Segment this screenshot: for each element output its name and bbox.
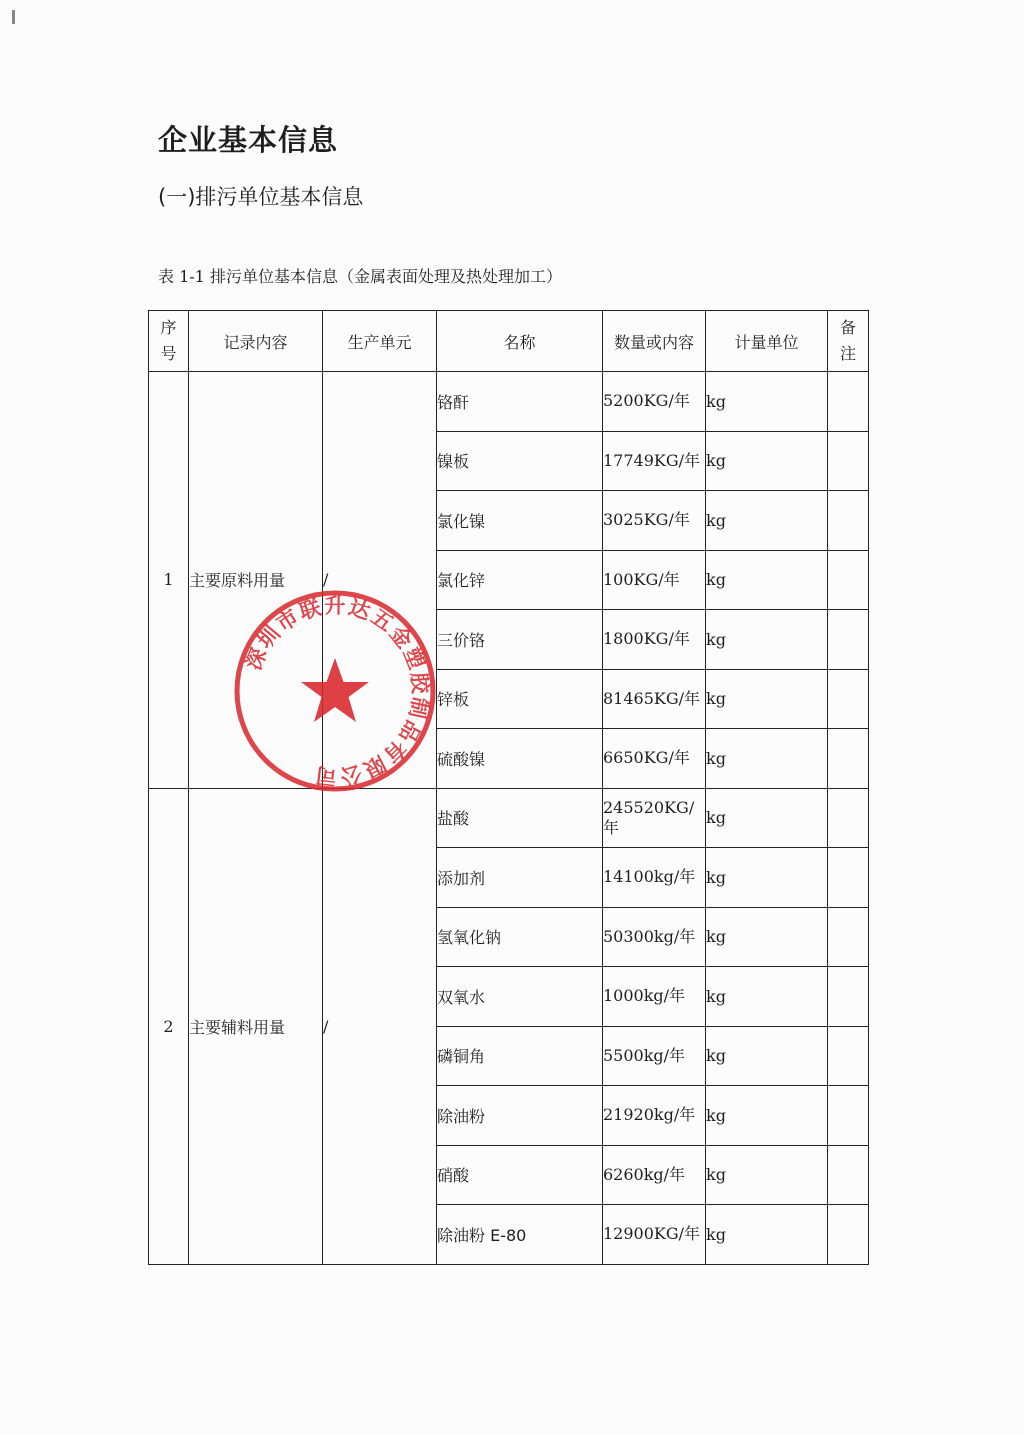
cell-quantity: 245520KG/年 — [603, 788, 706, 848]
cell-material-name: 盐酸 — [437, 788, 603, 848]
cell-remark — [828, 669, 869, 729]
cell-quantity: 5500kg/年 — [603, 1026, 706, 1086]
cell-quantity: 100KG/年 — [603, 550, 706, 610]
cell-remark — [828, 431, 869, 491]
cell-unit: kg — [706, 550, 828, 610]
cell-remark — [828, 729, 869, 789]
cell-material-name: 氯化锌 — [437, 550, 603, 610]
cell-production-unit: / — [323, 788, 437, 1264]
cell-unit: kg — [706, 669, 828, 729]
cell-unit: kg — [706, 788, 828, 848]
scan-mark — [12, 10, 15, 24]
cell-remark — [828, 788, 869, 848]
header-row — [149, 311, 869, 372]
header-seq — [149, 311, 189, 372]
cell-unit: kg — [706, 372, 828, 432]
cell-quantity: 5200KG/年 — [603, 372, 706, 432]
table-row — [149, 788, 869, 848]
cell-record-content: 主要原料用量 — [189, 372, 323, 789]
cell-remark — [828, 491, 869, 551]
cell-unit: kg — [706, 431, 828, 491]
cell-remark — [828, 372, 869, 432]
cell-quantity: 6650KG/年 — [603, 729, 706, 789]
cell-material-name: 硫酸镍 — [437, 729, 603, 789]
cell-unit: kg — [706, 1086, 828, 1146]
seal-text: 深圳市联升达五金塑胶制品有限公司 — [241, 593, 433, 789]
cell-remark — [828, 610, 869, 670]
cell-quantity: 17749KG/年 — [603, 431, 706, 491]
cell-material-name: 双氧水 — [437, 967, 603, 1027]
section-title: (一)排污单位基本信息 — [158, 185, 364, 209]
header-remark — [828, 311, 869, 372]
cell-remark — [828, 1026, 869, 1086]
cell-material-name: 添加剂 — [437, 848, 603, 908]
cell-unit: kg — [706, 967, 828, 1027]
header-content: 记录内容 — [189, 311, 323, 372]
header-name: 名称 — [437, 311, 603, 372]
cell-remark — [828, 1205, 869, 1265]
cell-remark — [828, 907, 869, 967]
company-seal — [230, 586, 440, 796]
page-title: 企业基本信息 — [158, 123, 339, 157]
cell-remark — [828, 1145, 869, 1205]
header-unit: 计量单位 — [706, 311, 828, 372]
cell-production-unit: / — [323, 372, 437, 789]
cell-seq: 2 — [149, 788, 189, 1264]
cell-unit: kg — [706, 610, 828, 670]
cell-material-name: 除油粉 — [437, 1086, 603, 1146]
table-row — [149, 372, 869, 432]
cell-unit: kg — [706, 491, 828, 551]
table-caption: 表 1-1 排污单位基本信息（金属表面处理及热处理加工） — [158, 267, 562, 286]
cell-quantity: 1800KG/年 — [603, 610, 706, 670]
cell-quantity: 81465KG/年 — [603, 669, 706, 729]
cell-unit: kg — [706, 1145, 828, 1205]
cell-unit: kg — [706, 1205, 828, 1265]
header-prod-unit: 生产单元 — [323, 311, 437, 372]
cell-remark — [828, 848, 869, 908]
cell-material-name: 硝酸 — [437, 1145, 603, 1205]
cell-material-name: 三价铬 — [437, 610, 603, 670]
cell-remark — [828, 1086, 869, 1146]
cell-quantity: 12900KG/年 — [603, 1205, 706, 1265]
cell-unit: kg — [706, 1026, 828, 1086]
cell-material-name: 锌板 — [437, 669, 603, 729]
cell-unit: kg — [706, 907, 828, 967]
cell-record-content: 主要辅料用量 — [189, 788, 323, 1264]
cell-quantity: 21920kg/年 — [603, 1086, 706, 1146]
cell-unit: kg — [706, 729, 828, 789]
cell-material-name: 氯化镍 — [437, 491, 603, 551]
cell-material-name: 铬酐 — [437, 372, 603, 432]
cell-quantity: 6260kg/年 — [603, 1145, 706, 1205]
cell-material-name: 氢氧化钠 — [437, 907, 603, 967]
cell-material-name: 镍板 — [437, 431, 603, 491]
seal-star-icon — [301, 658, 369, 722]
cell-quantity: 50300kg/年 — [603, 907, 706, 967]
cell-remark — [828, 967, 869, 1027]
cell-quantity: 3025KG/年 — [603, 491, 706, 551]
cell-quantity: 14100kg/年 — [603, 848, 706, 908]
header-remark-label: 备注 — [840, 318, 857, 363]
cell-quantity: 1000kg/年 — [603, 967, 706, 1027]
table-body — [149, 372, 869, 1265]
cell-material-name: 除油粉 E-80 — [437, 1205, 603, 1265]
header-seq-label: 序号 — [160, 318, 177, 363]
cell-seq: 1 — [149, 372, 189, 789]
cell-unit: kg — [706, 848, 828, 908]
cell-remark — [828, 550, 869, 610]
cell-material-name: 磷铜角 — [437, 1026, 603, 1086]
header-qty: 数量或内容 — [603, 311, 706, 372]
